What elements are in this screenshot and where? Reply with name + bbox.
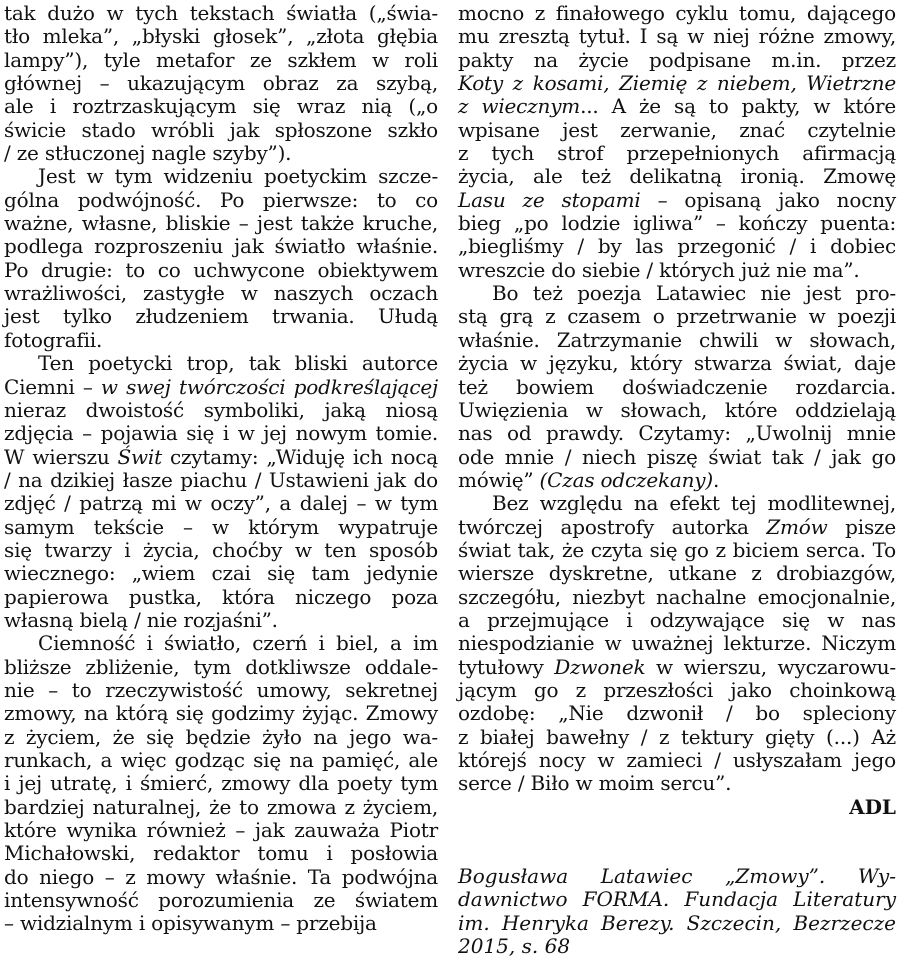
left-paragraph — [4, 352, 438, 632]
right-paragraph — [458, 282, 896, 492]
text-line — [458, 656, 896, 679]
text-line — [4, 422, 438, 445]
text-line — [458, 49, 896, 72]
text-line — [458, 282, 896, 305]
text-line — [458, 726, 896, 749]
text-line — [4, 702, 438, 725]
text-line — [458, 25, 896, 48]
text-line — [4, 2, 438, 25]
italic-title: z wiecznym — [458, 94, 581, 119]
text-line — [4, 842, 438, 865]
text-line — [4, 819, 438, 842]
italic-title: Lasu ze stopami — [458, 187, 641, 212]
text-line — [458, 492, 896, 515]
text-run: W wierszu — [4, 444, 118, 469]
text-line — [458, 212, 896, 235]
text-run: gólna podwójność. Po pierwsze: to co — [4, 187, 438, 212]
text-line — [458, 72, 896, 95]
text-run: zdjęć / patrzą mi w oczy”, a dalej – w tym — [4, 491, 438, 516]
text-line — [458, 95, 896, 118]
text-run: własną bielą / nie rozjaśni”. — [4, 607, 278, 632]
text-run: zmowy, na którą się godzimy żyjąc. Zmowy — [4, 701, 438, 726]
text-line — [458, 632, 896, 655]
text-line — [4, 142, 438, 165]
text-run: nieraz dwoistość symboliki, jaką niosą — [4, 397, 438, 422]
text-line — [458, 119, 896, 142]
italic-title: Świt — [117, 444, 162, 469]
text-run: podlega rozproszeniu jak światło właśnie. — [4, 234, 438, 259]
text-run: a przejmujące i odzywające się w nas — [458, 607, 896, 632]
text-run: pakty na życie podpisane m.in. przez — [458, 47, 896, 72]
text-line — [458, 329, 896, 352]
text-run: nie – to rzeczywistość umowy, sekretnej — [4, 677, 438, 702]
text-run: niespodzianie w uważnej lekturze. Niczym — [458, 631, 896, 656]
text-run: ozdobę: „Nie dzwonił / bo spleciony — [458, 701, 896, 726]
text-line — [4, 235, 438, 258]
text-run: samym tekście – w którym wypatruje — [4, 514, 438, 539]
text-line — [4, 632, 438, 655]
left-column — [4, 2, 438, 936]
bibliography-line: Bogusława Latawiec „Zmowy”. Wy- — [458, 864, 896, 889]
text-line — [458, 609, 896, 632]
text-run: które wynika również – jak zauważa Piotr — [4, 818, 438, 843]
text-line — [4, 749, 438, 772]
text-run: wpisane jest zerwanie, znać czytelnie — [458, 117, 896, 142]
text-line — [4, 329, 438, 352]
text-line — [4, 352, 438, 375]
text-run: intensywność porozumienia ze światem — [4, 888, 438, 913]
text-run: życia w języku, który stwarza świat, daje — [458, 351, 896, 376]
right-column — [458, 2, 896, 958]
text-run: ... A że są to pakty, w które — [580, 94, 896, 119]
text-run: . — [712, 467, 720, 492]
text-run: szczegółu, niezbyt nachalne emocjonalnie, — [458, 584, 896, 609]
text-run: tytułowy — [458, 654, 555, 679]
text-line — [4, 25, 438, 48]
text-line — [4, 796, 438, 819]
text-line — [4, 656, 438, 679]
text-run: mu zresztą tytuł. I są w niej różne zmowy, — [458, 24, 896, 49]
text-line — [4, 165, 438, 188]
text-run: nas od prawdy. Czytamy: „Uwolnij mnie — [458, 421, 896, 446]
text-line — [4, 562, 438, 585]
text-run: z tych strof przepełnionych afirmacją — [458, 141, 896, 166]
text-run: mówię” — [458, 467, 540, 492]
italic-title: Koty z kosami, Ziemię z niebem, Wietrzne — [458, 71, 896, 96]
text-run: bardziej naturalnej, że to zmowa z życiem, — [4, 794, 438, 819]
text-run: i jej utratę, i śmierć, zmowy dla poety tym — [4, 771, 438, 796]
text-run: z życiem, że się będzie żyło na jego wa- — [4, 724, 438, 749]
text-run: ważne, własne, bliskie – jest także kruche, — [4, 211, 438, 236]
text-line — [458, 2, 896, 25]
text-line — [458, 165, 896, 188]
text-run: którejś nocy w zamieci / usłyszałam jego — [458, 748, 896, 772]
text-run: Uwięzienia w słowach, które oddzielają — [458, 397, 896, 422]
bibliography-line: dawnictwo FORMA. Fundacja Literatury — [458, 887, 896, 912]
text-run: czytamy: „Widuję ich nocą — [161, 444, 438, 469]
text-line — [4, 539, 438, 562]
text-run: wiecznego: „wiem czai się tam jedynie — [4, 561, 438, 586]
text-line — [4, 259, 438, 282]
text-line — [458, 352, 896, 375]
text-line — [4, 469, 438, 492]
text-line — [4, 119, 438, 142]
text-line — [458, 749, 896, 772]
text-run: fotografii. — [4, 327, 103, 352]
text-run: tak dużo w tych tekstach światła („świa- — [4, 1, 438, 25]
italic-title: – w swej twórczości podkreślającej — [74, 374, 438, 399]
right-column-paragraphs — [458, 2, 896, 796]
text-line — [4, 492, 438, 515]
right-paragraph — [458, 492, 896, 795]
text-line — [4, 72, 438, 95]
text-run: Ciemni — [4, 374, 75, 399]
text-line — [4, 399, 438, 422]
text-run: twórczej apostrofy autorka — [458, 514, 767, 539]
text-line — [458, 679, 896, 702]
text-run: / na dzikiej łasze piachu / Ustawieni jak do — [4, 467, 438, 492]
text-line — [4, 726, 438, 749]
text-run: bliższe zbliżenie, tym dotkliwsze oddale- — [4, 654, 438, 679]
text-run: – opisaną jako nocny — [640, 187, 896, 212]
text-line — [458, 259, 896, 282]
text-run: – widzialnym i opisywanym – przebija — [4, 911, 377, 936]
text-run: papierowa pustka, która niczego poza — [4, 584, 438, 609]
text-line — [4, 95, 438, 118]
text-line — [458, 539, 896, 562]
text-line — [4, 305, 438, 328]
text-line — [4, 376, 438, 399]
text-run: Michałowski, redaktor tomu i posłowia — [4, 841, 438, 866]
text-line — [4, 772, 438, 795]
text-run: runkach, a więc godząc się na pamięć, ale — [4, 748, 438, 772]
bibliography-line: im. Henryka Berezy. Szczecin, Bezrzecze — [458, 910, 896, 935]
text-run: ale i roztrzaskującym się wraz nią („o — [4, 94, 438, 119]
text-run: właśnie. Zatrzymanie chwili w słowach, — [458, 327, 896, 352]
right-paragraph — [458, 2, 896, 282]
left-paragraph — [4, 632, 438, 935]
text-line — [4, 516, 438, 539]
text-line — [4, 912, 438, 935]
text-line — [458, 516, 896, 539]
bibliography-line: 2015, s. 68 — [458, 934, 571, 959]
text-line — [4, 212, 438, 235]
italic-title: Dzwonek — [554, 654, 646, 679]
text-line — [458, 422, 896, 445]
text-run: Bez względu na efekt tej modlitewnej, — [492, 491, 896, 516]
text-line — [4, 189, 438, 212]
text-line — [458, 142, 896, 165]
text-run: w wierszu, wyczarowu- — [645, 654, 896, 679]
left-paragraph — [4, 165, 438, 352]
text-line — [458, 376, 896, 399]
text-line — [458, 235, 896, 258]
author-signature: ADL — [849, 794, 896, 819]
text-run: głównej – ukazującym obraz za szybą, — [4, 71, 438, 96]
text-run: jącym go z przeszłości jako choinkową — [458, 677, 896, 702]
text-run: Ten poetycki trop, tak bliski autorce — [38, 351, 438, 376]
spacer — [458, 819, 896, 865]
text-run: wreszcie do siebie / których już nie ma”. — [458, 257, 860, 282]
text-line — [4, 446, 438, 469]
text-run: ode mnie / niech piszę świat tak / jak go — [458, 444, 896, 469]
text-line — [4, 586, 438, 609]
text-run: serce / Biło w moim sercu”. — [458, 771, 732, 796]
text-run: wiersze dyskretne, utkane z drobiazgów, — [458, 561, 896, 586]
text-line — [458, 189, 896, 212]
text-line — [4, 282, 438, 305]
italic-title: (Czas odczekany) — [539, 467, 713, 492]
text-run: Ciemność i światło, czerń i biel, a im — [38, 631, 438, 656]
text-line — [4, 866, 438, 889]
text-run: też bowiem doświadczenie rozdarcia. — [458, 374, 896, 399]
text-run: / ze stłuczonej nagle szyby”). — [4, 141, 292, 166]
text-run: zdjęcia – pojawia się i w jej nowym tomie. — [4, 421, 438, 446]
text-run: świcie stado wróbli jak spłoszone szkło — [4, 117, 438, 142]
text-run: Po drugie: to co uchwycone obiektywem — [4, 257, 438, 282]
left-paragraph — [4, 2, 438, 165]
text-line — [458, 702, 896, 725]
text-run: Bo też poezja Latawiec nie jest pro- — [492, 281, 896, 306]
text-run: pisze — [827, 514, 896, 539]
text-line — [458, 562, 896, 585]
text-line — [4, 679, 438, 702]
italic-title: Zmów — [766, 514, 828, 539]
text-line — [458, 772, 896, 795]
text-run: „biegliśmy / by las przegonić / i dobiec — [458, 234, 896, 259]
text-run: się twarzy i życia, choćby w ten sposób — [4, 537, 438, 562]
text-line — [458, 469, 896, 492]
text-line — [4, 49, 438, 72]
text-run: życia, ale też delikatną ironią. Zmowę — [458, 164, 896, 189]
text-line — [458, 399, 896, 422]
text-run: lampy”), tyle metafor ze szkłem w roli — [4, 47, 438, 72]
text-line — [4, 609, 438, 632]
text-line — [458, 586, 896, 609]
text-run: mocno z finałowego cyklu tomu, dającego — [458, 1, 896, 25]
text-run: stą grą z czasem o przetrwanie w poezji — [458, 304, 896, 329]
text-run: bieg „po lodzie igliwa” – kończy puenta: — [458, 211, 896, 236]
text-run: Jest w tym widzeniu poetyckim szcze- — [38, 164, 438, 189]
text-run: wrażliwości, zastygłe w naszych oczach — [4, 281, 438, 306]
text-run: do niego – z mowy właśnie. Ta podwójna — [4, 864, 438, 889]
text-line — [458, 305, 896, 328]
text-line — [4, 889, 438, 912]
text-run: świat tak, że czyta się go z biciem serca. To — [458, 537, 896, 562]
text-run: z białej bawełny / z tektury gięty (...) Aż — [458, 724, 896, 749]
text-run: tło mleka”, „błyski głosek”, „złota głębia — [4, 24, 438, 49]
bibliographic-note — [458, 865, 896, 958]
text-line — [458, 446, 896, 469]
text-run: jest tylko złudzeniem trwania. Ułudą — [4, 304, 438, 329]
